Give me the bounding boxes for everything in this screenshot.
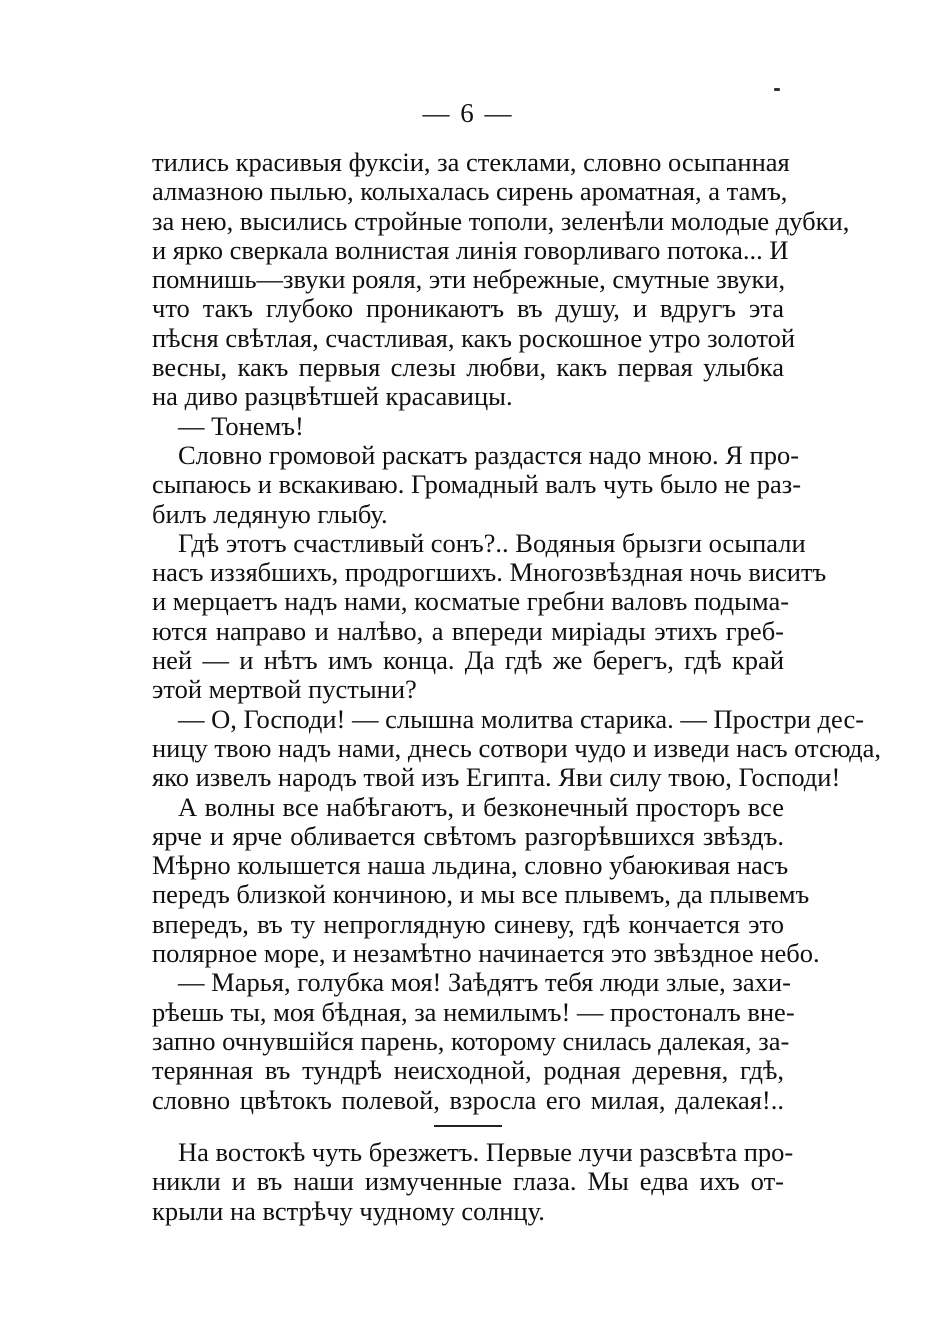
text-line: насъ иззябшихъ, продрогшихъ. Многозвѣздная ночь виситъ [152, 557, 827, 588]
text-line: А волны все набѣгаютъ, и безконечный просторъ все [178, 791, 784, 822]
text-line: словно цвѣтокъ полевой, взросла его милая, далекая!.. [152, 1084, 784, 1115]
text-line: алмазною пылью, колыхалась сирень ароматная, а тамъ, [152, 176, 788, 207]
section-divider [434, 1125, 502, 1127]
text-line: за нею, высились стройные тополи, зеленѣли молодые дубки, [152, 205, 850, 236]
text-line: ницу твою надъ нами, днесь сотвори чудо и изведи насъ отсюда, [152, 732, 882, 763]
text-line: передъ близкой кончиною, и мы все плывемъ, да плывемъ [152, 879, 810, 910]
text-line: билъ ледяную глыбу. [152, 498, 388, 529]
text-line: На востокѣ чуть брезжетъ. Первые лучи разсвѣта про- [178, 1137, 794, 1167]
text-line: — Тонемъ! [178, 410, 304, 441]
text-line: весны, какъ первыя слезы любви, какъ первая улыбка [152, 352, 784, 383]
text-line: ярче и ярче обливается свѣтомъ разгорѣвшихся звѣздъ. [152, 820, 784, 851]
text-line: пѣсня свѣтлая, счастливая, какъ роскошное утро золотой [152, 322, 796, 353]
text-line: яко извелъ народъ твой изъ Египта. Яви силу твою, Господи! [152, 762, 841, 793]
text-line: Словно громовой раскатъ раздастся надо мною. Я про- [178, 439, 800, 470]
text-line: ней — и нѣтъ имъ конца. Да гдѣ же берегъ, гдѣ край [152, 645, 784, 676]
page-number: — 6 — [422, 98, 514, 128]
text-line: сыпаюсь и вскакиваю. Громадный валъ чуть было не раз- [152, 469, 802, 500]
text-line: — Марья, голубка моя! Заѣдятъ тебя люди злые, захи- [178, 967, 791, 998]
text-line: впередъ, въ ту непроглядную синеву, гдѣ кончается это [152, 908, 784, 939]
text-line: этой мертвой пустыни? [152, 674, 417, 705]
text-line: Гдѣ этотъ счастливый сонъ?.. Водяныя брызги осыпали [178, 527, 806, 558]
text-line: полярное море, и незамѣтно начинается это звѣздное небо. [152, 938, 820, 969]
text-line: Мѣрно колышется наша льдина, словно убаюкивая насъ [152, 850, 789, 881]
text-line: запно очнувшійся парень, которому снилась далекая, за- [152, 1025, 790, 1056]
text-line: и ярко сверкала волнистая линія говорливаго потока... И [152, 234, 789, 265]
text-line: на диво разцвѣтшей красавицы. [152, 381, 513, 412]
main-text [152, 147, 882, 1115]
text-line: — О, Господи! — слышна молитва старика. — Простри дес- [178, 703, 865, 734]
text-line: что такъ глубоко проникаютъ въ душу, и вдругъ эта [152, 293, 784, 324]
closing-paragraph [152, 1137, 794, 1226]
text-line: и мерцаетъ надъ нами, косматые гребни валовъ подыма- [152, 586, 790, 617]
text-line: никли и въ наши измученные глаза. Мы едва ихъ от- [152, 1166, 784, 1197]
text-line: тились красивыя фуксіи, за стеклами, словно осыпанная [152, 147, 790, 177]
text-line: рѣешь ты, моя бѣдная, за немилымъ! — простоналъ вне- [152, 996, 795, 1027]
text-line: помнишь—звуки рояля, эти небрежные, смутные звуки, [152, 264, 786, 295]
text-line: терянная въ тундрѣ неисходной, родная деревня, гдѣ, [152, 1055, 784, 1086]
text-line: ются направо и налѣво, а впереди миріады этихъ греб- [152, 615, 784, 646]
scan-speck [774, 88, 780, 91]
text-line: крыли на встрѣчу чудному солнцу. [152, 1195, 545, 1226]
